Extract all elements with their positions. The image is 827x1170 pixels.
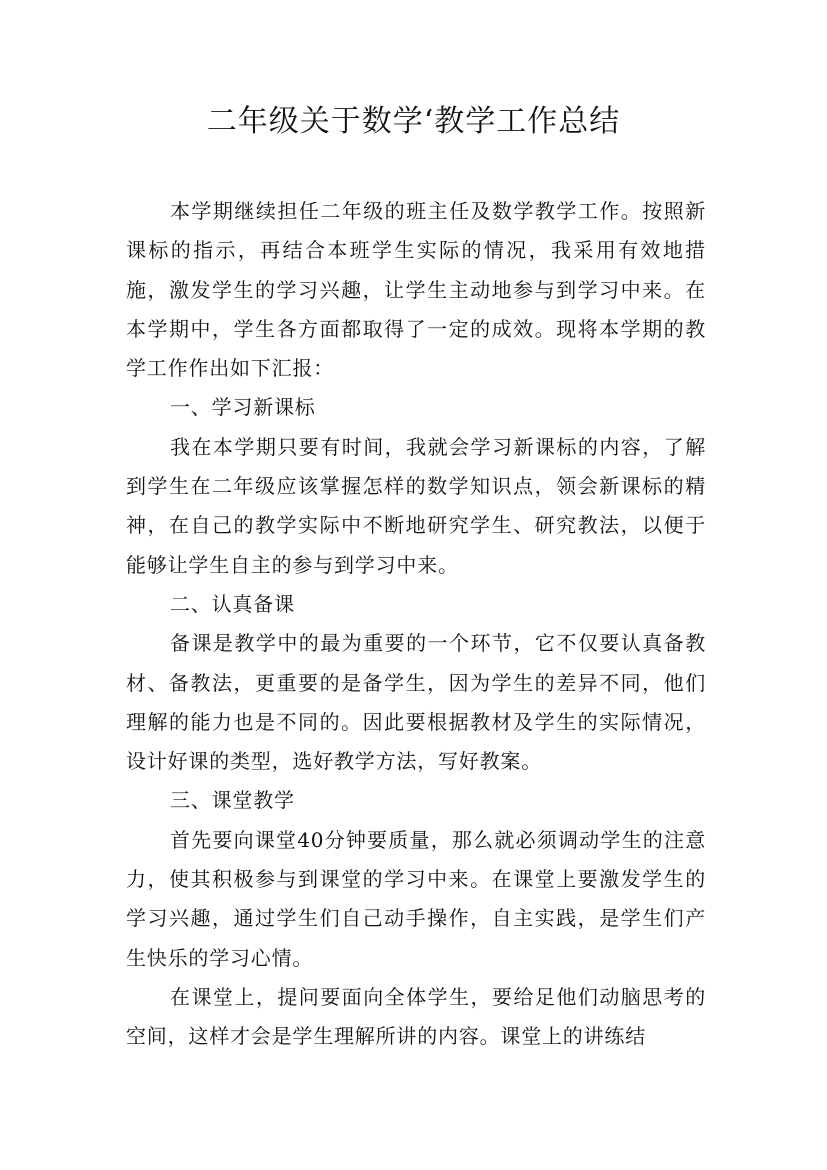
document-body: [126, 192, 706, 1057]
section-heading-1: 一、学习新课标: [170, 395, 316, 420]
document-title: 二年级关于数学‘教学工作总结: [206, 104, 621, 139]
paragraph-section-1: 我在本学期只要有时间，我就会学习新课标的内容，了解到学生在二年级应该掌握怎样的数学知识点，领会新课标的精神，在自己的教学实际中不断地研究学生、研究教法，以便于能够让学生自主的参与到学习中来。: [126, 434, 706, 577]
section-heading-3: 三、课堂教学: [170, 788, 295, 813]
paragraph-intro: 本学期继续担任二年级的班主任及数学教学工作。按照新课标的指示，再结合本班学生实际的情况，我采用有效地措施，激发学生的学习兴趣，让学生主动地参与到学习中来。在本学期中，学生各方面都取得了一定的成效。现将本学期的教学工作作出如下汇报：: [126, 199, 706, 381]
section-heading-2: 二、认真备课: [170, 591, 295, 616]
paragraph-section-2: 备课是教学中的最为重要的一个环节，它不仅要认真备教材、备教法，更重要的是备学生，因为学生的差异不同，他们理解的能力也是不同的。因此要根据教材及学生的实际情况，设计好课的类型，选好教学方法，写好教案。: [126, 631, 706, 774]
paragraph-section-3b: 在课堂上，提问要面向全体学生，要给足他们动脑思考的空间，这样才会是学生理解所讲的内容。课堂上的讲练结: [126, 984, 706, 1049]
paragraph-section-3a: 首先要向课堂40分钟要质量，那么就必须调动学生的注意力，使其积极参与到课堂的学习中来。在课堂上要激发学生的学习兴趣，通过学生们自己动手操作，自主实践，是学生们产生快乐的学习心情。: [126, 827, 706, 970]
